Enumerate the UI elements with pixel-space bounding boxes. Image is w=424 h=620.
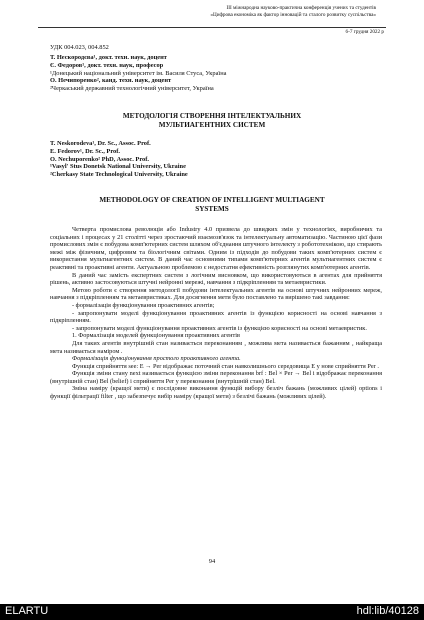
paragraph: Функція зміни стану next називається функцією зміни переконання brf : Bel × Per → Bel і відображає переконання (внутрішній стан) Bel (belief) і сприйняття Per у переконання (внутрішній стан) Bel. <box>50 370 382 385</box>
conference-header <box>46 5 376 18</box>
title-line: METHODOLOGY OF CREATION OF INTELLIGENT MULTIAGENT <box>99 196 325 204</box>
paragraph: Для таких агентів внутрішній стан називається переконанням , можлива мета називається бажанням , найкраща мета називається наміром . <box>50 339 382 355</box>
repository-name: ELARTU <box>5 605 49 617</box>
title-en <box>60 196 364 213</box>
author-line: О. Нечипоренко², канд. техн. наук, доцент <box>50 77 172 85</box>
paragraph: - формалізація функціонування проактивних агентів; <box>72 301 215 309</box>
conference-date: 6-7 грудня 2022 р <box>345 28 384 35</box>
header-divider <box>38 27 386 28</box>
authors-en <box>50 140 188 179</box>
affiliation-line: ²Cherkasy State Technological University, Ukraine <box>50 171 188 179</box>
paragraph: Формалізація функціонування простого проактивного агента. <box>72 355 241 363</box>
body-text <box>50 226 382 401</box>
title-line: МУЛЬТИАГЕНТНИХ СИСТЕМ <box>158 120 266 129</box>
title-ua <box>60 112 364 129</box>
author-line: O. Nechuporenko² PhD, Assoc. Prof. <box>50 155 149 163</box>
paragraph: - запропонувати моделі функціонування проактивних агентів із функцією корисності на основі метаевристик. <box>72 324 367 332</box>
title-line: SYSTEMS <box>195 204 229 213</box>
affiliation-line: ¹Донецький національний університет ім. Василя Стуса, Україна <box>50 69 227 77</box>
author-line: Є. Федоров¹, докт. техн. наук, професор <box>50 61 164 69</box>
affiliation-line: ²Черкаський державний технологічний університет, Україна <box>50 85 214 93</box>
authors-ua <box>50 54 226 93</box>
paragraph: Функція сприйняття see: E → Per відображає поточний стан навколишнього середовища E у нове сприйняття Per . <box>72 362 379 370</box>
paragraph: В даний час замість експертних систем з логічним висновком, що використовуються в агентах для прийняття рішень, активно застосовуються штучні нейронні мережі, навчання з підкріпленням та метаевристики. <box>50 271 382 287</box>
paragraph: Метою роботи є створення методології побудови інтелектуальних агентів на основі штучних нейронних мереж, навчання з підкріпленням та метаевристиках. Для досягнення мети було поставлено та вирішено такі завдання: <box>50 286 382 302</box>
udk-code: УДК 004.023, 004.852 <box>50 44 109 51</box>
handle-id: hdl:lib/40128 <box>356 605 419 617</box>
conference-line-1: ІІІ міжнародна науково-практична конференція учених та студентів <box>226 5 376 11</box>
section-heading: 1. Формалізація моделей функціонування проактивних агентів <box>72 332 240 340</box>
page-number: 94 <box>208 558 216 565</box>
author-line: E. Fedorov¹, Dr. Sc., Prof. <box>50 147 120 155</box>
paragraph: Четверта промислова революція або Industry 4.0 призвела до швидких змін у технологіях, виробничих та соціальних і процесах у 21 столітті через зростаючий взаємозв'язок та інтелектуальну автоматизацію. Частиною цієї фази промислових змін є побудова комп'ютерних систем шляхом об'єднання штучного інтелекту з робототехнікою, що стирають межі між фізичним, цифровим та біологічним світами. Одним із підходів до побудови таких комп'ютерних систем є використання мультиагентних систем. В даний час основними типами комп'ютерних агентів мультиагентних систем є реактивні та проактивні агенти. Актуальною проблемою є недостатня ефективність розглянутих комп'ютерних агентів. <box>50 226 382 271</box>
author-line: T. Neskorodeva¹, Dr. Sc., Assoc. Prof. <box>50 140 151 147</box>
viewer-footer <box>0 604 424 620</box>
conference-line-2: «Цифрова економіка як фактор інновацій та сталого розвитку суспільства» <box>210 11 376 18</box>
paragraph: - запропонувати моделі функціонування проактивних агентів із функцією корисності на основі навчання з підкріпленням. <box>50 309 382 325</box>
title-line: МЕТОДОЛОГІЯ СТВОРЕННЯ ІНТЕЛЕКТУАЛЬНИХ <box>122 112 302 120</box>
affiliation-line: ¹Vasyl' Stus Donetsk National University, Ukraine <box>50 163 186 171</box>
author-line: Т. Нескородєва¹, докт. техн. наук, доцент <box>50 54 167 61</box>
paragraph: Зміна наміру (кращої мети) є послідовне виконання функцій вибору безліч бажань (можливих цілей) options і функції фільтрації filter , що забезпечує вибір наміру (кращої мети) з безлічі бажань (можливих цілей). <box>50 385 382 401</box>
